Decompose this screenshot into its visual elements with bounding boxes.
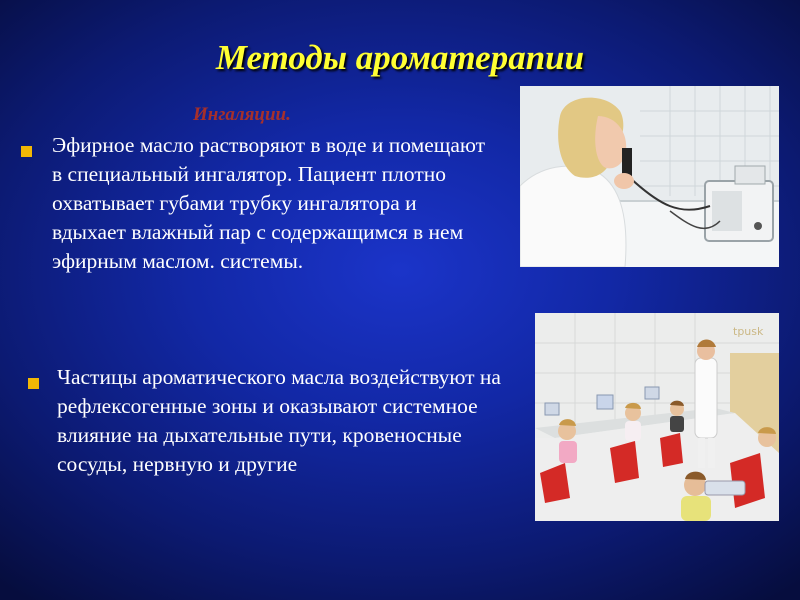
bullet-marker-1 (21, 146, 32, 157)
systemic-effect-description: Частицы ароматического масла воздействуют на рефлексогенные зоны и оказывают системное влияние на дыхательные пути, кровеносные сосуды, нервную и другие (57, 365, 501, 476)
photo-woman-inhaler (520, 86, 779, 267)
photo-children-inhalation-room (535, 313, 779, 521)
slide-subtitle: Ингаляции. (193, 104, 291, 125)
bullet-marker-2 (28, 378, 39, 389)
photo-watermark: tpusk (733, 325, 764, 338)
inhalation-description: Эфирное масло растворяют в воде и помещают в специальный ингалятор. Пациент плотно охватывает губами трубку ингалятора и вдыхает влажный пар с содержащимся в нем эфирным маслом. системы. (52, 133, 486, 273)
slide-title: Методы ароматерапии (215, 38, 585, 77)
